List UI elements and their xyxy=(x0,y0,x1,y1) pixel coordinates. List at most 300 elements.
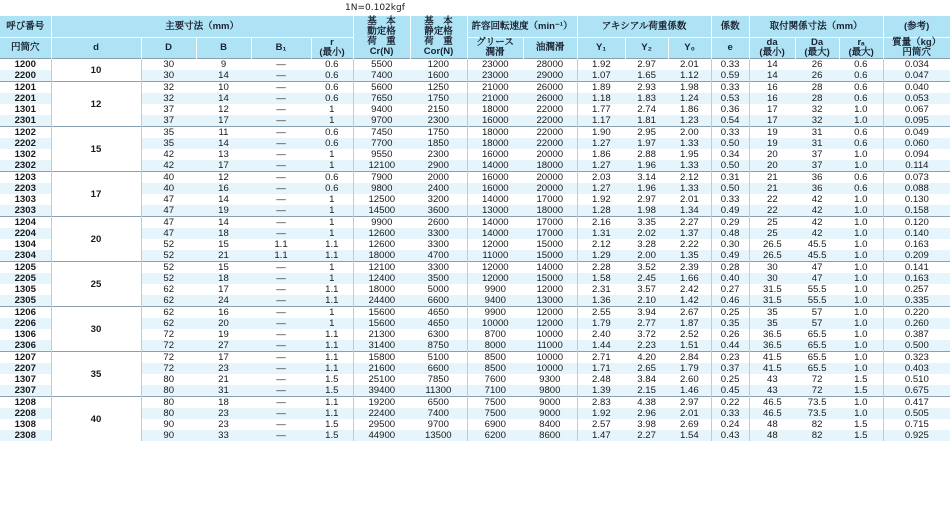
cell-y1: 2.55 xyxy=(577,307,625,319)
cell-oil-speed: 12000 xyxy=(536,284,564,295)
cell-r: 1.1 xyxy=(311,352,353,364)
cell-grease-speed: 9400 xyxy=(467,295,523,307)
cell-oil-speed: 22000 xyxy=(523,127,577,139)
cell-oil-speed: 12000 xyxy=(523,318,577,329)
table-row xyxy=(0,82,950,94)
cell-da: 43 xyxy=(749,385,795,397)
bearing-number: 1304 xyxy=(14,239,36,250)
cell-y1: 1.36 xyxy=(577,295,625,307)
cell-B: 17 xyxy=(196,115,251,127)
cell-mass: 0.114 xyxy=(883,160,950,172)
cell-grease-speed: 14000 xyxy=(467,228,523,239)
table-row xyxy=(0,374,950,385)
cell-cor: 6500 xyxy=(410,397,467,409)
cell-cor: 2300 xyxy=(410,115,467,127)
cell-ra: 1.0 xyxy=(839,228,883,239)
cell-da: 17 xyxy=(749,115,795,127)
cell-cr: 24400 xyxy=(353,295,410,307)
cell-e: 0.22 xyxy=(711,397,749,409)
cell-Da: 42 xyxy=(795,217,839,229)
cell-r: 0.6 xyxy=(311,172,353,184)
cell-mass: 0.049 xyxy=(883,127,950,139)
cell-B: 23 xyxy=(196,408,251,419)
cell-grease-speed: 11000 xyxy=(467,250,523,262)
cell-oil-speed: 12000 xyxy=(523,307,577,319)
bearing-number: 2308 xyxy=(0,430,51,441)
table-row xyxy=(0,408,950,419)
cell-r: 1 xyxy=(311,115,353,127)
da-header: da (最小) xyxy=(749,38,795,59)
cell-B1: — xyxy=(251,172,311,184)
table-row xyxy=(0,149,950,160)
cell-grease-speed: 23000 xyxy=(467,70,523,82)
bearing-number: 2207 xyxy=(0,363,51,374)
cell-y1: 2.83 xyxy=(577,397,625,409)
cell-D: 32 xyxy=(141,82,196,94)
static-rating-header: 基 本 静定格 荷 重 Cor(N) xyxy=(410,16,467,59)
bearing-number: 2200 xyxy=(0,70,51,82)
table-row xyxy=(0,104,950,115)
cell-cor: 1600 xyxy=(410,70,467,82)
cell-mass: 0.047 xyxy=(883,70,950,82)
table-row xyxy=(0,93,950,104)
cell-ra: 1.0 xyxy=(839,250,883,262)
cell-da: 35 xyxy=(749,318,795,329)
cell-da: 17 xyxy=(749,104,795,115)
cell-mass: 0.088 xyxy=(883,183,950,194)
cell-e: 0.33 xyxy=(711,127,749,139)
cell-y0: 2.00 xyxy=(668,127,711,139)
D-header: D xyxy=(141,38,196,59)
cell-ra: 1.5 xyxy=(854,419,868,430)
y2-header: Y₂ xyxy=(625,38,668,59)
cell-ra: 1.0 xyxy=(854,284,868,295)
cell-oil-speed: 15000 xyxy=(523,273,577,284)
cell-da: 26.5 xyxy=(749,250,795,262)
cell-B: 17 xyxy=(196,160,251,172)
cell-B1: 1.1 xyxy=(251,250,311,262)
cell-da: 19 xyxy=(749,127,795,139)
cell-cr: 39400 xyxy=(353,385,410,397)
cell-ra: 1.5 xyxy=(839,385,883,397)
cell-y2: 4.20 xyxy=(625,352,668,364)
cell-y0: 1.66 xyxy=(668,273,711,284)
cell-Da: 65.5 xyxy=(795,340,839,352)
cell-y2: 4.38 xyxy=(625,397,668,409)
bearing-number: 1208 xyxy=(0,397,51,409)
cell-B: 19 xyxy=(196,205,251,217)
cell-Da: 31 xyxy=(795,138,839,149)
cell-ra: 1.0 xyxy=(839,295,883,307)
e-header: e xyxy=(711,38,749,59)
cell-da: 21 xyxy=(749,183,795,194)
cell-cr: 18000 xyxy=(353,284,410,295)
cell-oil-speed: 14000 xyxy=(523,262,577,274)
cell-y0: 1.87 xyxy=(668,318,711,329)
cell-oil-speed: 9000 xyxy=(523,397,577,409)
cell-y1: 2.12 xyxy=(577,239,625,250)
bearing-no-header: 呼び番号 xyxy=(0,16,51,38)
cell-Da: 26 xyxy=(795,70,839,82)
cell-cr: 5600 xyxy=(353,82,410,94)
cell-cor: 4650 xyxy=(410,307,467,319)
cell-e: 0.37 xyxy=(711,363,749,374)
cell-da: 16 xyxy=(749,93,795,104)
cell-grease-speed: 16000 xyxy=(467,172,523,184)
cell-r: 0.6 xyxy=(311,82,353,94)
table-row xyxy=(0,419,950,430)
cell-y1: 1.79 xyxy=(577,318,625,329)
cell-y1: 2.57 xyxy=(577,419,625,430)
cell-y0: 2.60 xyxy=(679,374,699,385)
bore-diameter-d: 35 xyxy=(51,352,141,397)
cell-y0: 2.01 xyxy=(668,59,711,71)
cell-y1: 1.29 xyxy=(577,250,625,262)
cell-D: 62 xyxy=(141,318,196,329)
cell-D: 40 xyxy=(141,183,196,194)
cell-cr: 12500 xyxy=(353,194,410,205)
cell-B: 18 xyxy=(196,273,251,284)
cell-cr: 12100 xyxy=(353,160,410,172)
cell-cr: 7900 xyxy=(353,172,410,184)
cell-mass: 0.715 xyxy=(883,419,950,430)
cell-y0: 1.33 xyxy=(668,160,711,172)
cell-e: 0.48 xyxy=(711,228,749,239)
ra-header: rₐ (最大) xyxy=(839,38,883,59)
cell-Da: 26 xyxy=(795,59,839,71)
cell-cr: 12400 xyxy=(353,273,410,284)
cell-oil-speed: 26000 xyxy=(523,82,577,94)
cell-grease-speed: 14000 xyxy=(467,217,523,229)
table-row xyxy=(0,363,950,374)
cell-y0: 1.95 xyxy=(679,149,699,160)
cell-oil-speed: 9000 xyxy=(523,408,577,419)
cell-B1: — xyxy=(251,59,311,71)
cell-y1: 1.39 xyxy=(577,385,625,397)
cell-y2: 3.94 xyxy=(625,307,668,319)
cell-B1: — xyxy=(251,273,311,284)
cell-oil-speed: 20000 xyxy=(536,149,564,160)
cell-B1: — xyxy=(251,262,311,274)
cell-y0: 2.52 xyxy=(679,329,699,340)
cell-e: 0.49 xyxy=(711,205,749,217)
cell-mass: 0.209 xyxy=(883,250,950,262)
cell-mass: 0.500 xyxy=(883,340,950,352)
bearing-number: 2304 xyxy=(0,250,51,262)
cell-ra: 0.6 xyxy=(839,93,883,104)
cell-y0: 1.46 xyxy=(668,385,711,397)
bore-diameter-d: 20 xyxy=(51,217,141,262)
dynamic-rating-header: 基 本 動定格 荷 重 Cr(N) xyxy=(353,16,410,59)
cell-y0: 2.22 xyxy=(679,239,699,250)
bearing-number: 2204 xyxy=(0,228,51,239)
cell-Da: 82 xyxy=(811,419,823,430)
cell-r: 1 xyxy=(311,228,353,239)
cell-r: 1 xyxy=(311,318,353,329)
cell-grease-speed: 12000 xyxy=(467,273,523,284)
cell-oil-speed: 18000 xyxy=(523,160,577,172)
cell-grease-speed: 9900 xyxy=(467,307,523,319)
cell-e: 0.54 xyxy=(711,115,749,127)
cell-cor: 3600 xyxy=(410,205,467,217)
cell-B1: — xyxy=(251,228,311,239)
cell-oil-speed: 8600 xyxy=(523,430,577,441)
cell-da: 25 xyxy=(749,217,795,229)
cell-y0: 1.98 xyxy=(668,82,711,94)
cell-y1: 1.27 xyxy=(577,183,625,194)
cell-e: 0.49 xyxy=(711,250,749,262)
cell-B1: — xyxy=(251,408,311,419)
cell-e: 0.53 xyxy=(711,93,749,104)
cell-r: 1 xyxy=(329,149,335,160)
cell-y0: 1.12 xyxy=(668,70,711,82)
cell-y2: 2.00 xyxy=(625,250,668,262)
cell-cr: 29500 xyxy=(353,419,410,430)
cell-grease-speed: 16000 xyxy=(467,183,523,194)
cell-D: 37 xyxy=(141,115,196,127)
cell-e: 0.50 xyxy=(711,183,749,194)
cell-y2: 3.98 xyxy=(637,419,656,430)
cell-oil-speed: 17000 xyxy=(523,228,577,239)
cell-D: 52 xyxy=(141,262,196,274)
cell-r: 1.1 xyxy=(311,408,353,419)
cell-D: 37 xyxy=(163,104,175,115)
cell-D: 90 xyxy=(163,419,175,430)
cell-oil-speed: 20000 xyxy=(523,172,577,184)
grease-header: グリース 潤滑 xyxy=(467,38,523,59)
cell-ra: 1.0 xyxy=(839,217,883,229)
cell-B1: — xyxy=(251,295,311,307)
cell-D: 42 xyxy=(163,149,175,160)
cell-D: 40 xyxy=(141,172,196,184)
cell-e: 0.46 xyxy=(711,295,749,307)
cell-r: 1.1 xyxy=(325,329,339,340)
cell-Da: 42 xyxy=(795,228,839,239)
cell-D: 80 xyxy=(141,385,196,397)
cell-y2: 2.15 xyxy=(625,385,668,397)
cell-grease-speed: 7500 xyxy=(467,408,523,419)
cell-mass: 0.073 xyxy=(883,172,950,184)
cell-B1: — xyxy=(251,205,311,217)
cell-r: 1.1 xyxy=(311,250,353,262)
cell-cr: 14500 xyxy=(353,205,410,217)
cell-mass: 0.034 xyxy=(883,59,950,71)
cell-Da: 57 xyxy=(795,307,839,319)
cell-r: 1 xyxy=(311,217,353,229)
cell-e: 0.24 xyxy=(711,419,749,430)
cell-oil-speed: 20000 xyxy=(523,183,577,194)
bearing-number: 2302 xyxy=(0,160,51,172)
cell-y1: 2.40 xyxy=(577,329,625,340)
cell-cr: 15600 xyxy=(353,307,410,319)
bearing-number: 2208 xyxy=(0,408,51,419)
cell-ra: 1.0 xyxy=(854,149,868,160)
cell-D: 72 xyxy=(141,352,196,364)
cell-r: 0.6 xyxy=(311,59,353,71)
cell-da: 48 xyxy=(749,419,795,430)
cell-y0: 1.33 xyxy=(668,138,711,149)
cell-ra: 1.0 xyxy=(839,307,883,319)
cell-da: 36.5 xyxy=(749,340,795,352)
cell-mass: 0.335 xyxy=(883,295,950,307)
cell-grease-speed: 21000 xyxy=(467,82,523,94)
table-row xyxy=(0,250,950,262)
cell-cr: 15600 xyxy=(353,318,410,329)
table-row xyxy=(0,115,950,127)
cell-cor: 1250 xyxy=(410,82,467,94)
bearing-number: 1206 xyxy=(0,307,51,319)
spec-rows xyxy=(0,59,950,442)
cell-D: 35 xyxy=(141,138,196,149)
cell-B: 9 xyxy=(196,59,251,71)
cell-D: 52 xyxy=(141,250,196,262)
cell-ra: 1.0 xyxy=(839,340,883,352)
cell-B: 27 xyxy=(196,340,251,352)
cell-B1: — xyxy=(276,149,286,160)
cell-e: 0.25 xyxy=(711,307,749,319)
cell-Da: 28 xyxy=(795,82,839,94)
cell-oil-speed: 15000 xyxy=(536,239,564,250)
cell-da: 16 xyxy=(749,82,795,94)
bore-diameter-d: 17 xyxy=(51,172,141,217)
cell-Da: 47 xyxy=(795,262,839,274)
cell-grease-speed: 10000 xyxy=(467,318,523,329)
table-row xyxy=(0,172,950,184)
cell-B1: — xyxy=(251,385,311,397)
bearing-number: 2205 xyxy=(0,273,51,284)
bearing-number: 2306 xyxy=(0,340,51,352)
cell-grease-speed: 8000 xyxy=(467,340,523,352)
cell-ra: 1.5 xyxy=(854,374,868,385)
cell-D: 52 xyxy=(141,273,196,284)
cell-oil-speed: 22000 xyxy=(536,104,564,115)
cell-B1: — xyxy=(251,115,311,127)
cell-oil-speed: 10000 xyxy=(536,329,564,340)
cell-y0: 1.42 xyxy=(668,295,711,307)
cell-r: 1.1 xyxy=(311,363,353,374)
table-row xyxy=(0,205,950,217)
cell-grease-speed: 7100 xyxy=(467,385,523,397)
table-row xyxy=(0,307,950,319)
bearing-number: 1200 xyxy=(0,59,51,71)
y0-header: Y₀ xyxy=(668,38,711,59)
cell-oil-speed: 9800 xyxy=(523,385,577,397)
cell-r: 1.1 xyxy=(311,340,353,352)
bore-diameter-d: 30 xyxy=(51,307,141,352)
cell-y0: 1.79 xyxy=(668,363,711,374)
cell-y1: 2.16 xyxy=(577,217,625,229)
cell-cor: 2900 xyxy=(410,160,467,172)
cell-cor: 5100 xyxy=(410,352,467,364)
bearing-number: 2201 xyxy=(0,93,51,104)
cell-D: 80 xyxy=(163,374,175,385)
cell-e: 0.59 xyxy=(711,70,749,82)
bearing-number: 2202 xyxy=(0,138,51,149)
bore-diameter-d: 12 xyxy=(51,82,141,127)
table-row xyxy=(0,329,950,340)
cell-B: 19 xyxy=(218,329,229,340)
cell-ra: 1.0 xyxy=(839,262,883,274)
cell-e: 0.27 xyxy=(711,284,749,295)
cell-cr: 7700 xyxy=(353,138,410,149)
cell-y1: 1.27 xyxy=(577,138,625,149)
cell-mass: 0.120 xyxy=(883,217,950,229)
cell-cor: 7850 xyxy=(427,374,449,385)
cell-B1: — xyxy=(251,340,311,352)
cell-mass: 0.260 xyxy=(883,318,950,329)
cell-y0: 2.42 xyxy=(679,284,699,295)
cell-Da: 31 xyxy=(795,127,839,139)
cell-da: 19 xyxy=(749,138,795,149)
cell-y2: 2.95 xyxy=(625,127,668,139)
cell-grease-speed: 21000 xyxy=(467,93,523,104)
cell-B: 16 xyxy=(196,307,251,319)
cell-D: 47 xyxy=(163,194,175,205)
cell-ra: 1.0 xyxy=(839,363,883,374)
cell-mass: 0.510 xyxy=(883,374,950,385)
table-row xyxy=(0,385,950,397)
cell-B: 16 xyxy=(196,183,251,194)
cell-y1: 1.90 xyxy=(577,127,625,139)
cell-oil-speed: 18000 xyxy=(523,205,577,217)
cell-mass: 0.067 xyxy=(883,104,950,115)
cell-B: 15 xyxy=(196,262,251,274)
cell-y2: 3.84 xyxy=(637,374,656,385)
cell-B1: — xyxy=(276,194,286,205)
cell-B1: — xyxy=(251,127,311,139)
cell-y1: 1.89 xyxy=(577,82,625,94)
cell-cr: 12600 xyxy=(353,228,410,239)
cell-cr: 15800 xyxy=(353,352,410,364)
cell-D: 72 xyxy=(141,363,196,374)
cell-da: 35 xyxy=(749,307,795,319)
cell-e: 0.36 xyxy=(711,104,749,115)
cell-e: 0.40 xyxy=(711,273,749,284)
cell-y2: 1.81 xyxy=(625,115,668,127)
cell-cr: 21600 xyxy=(353,363,410,374)
cell-y2: 1.98 xyxy=(625,205,668,217)
cell-grease-speed: 6900 xyxy=(467,419,523,430)
cell-y2: 3.35 xyxy=(625,217,668,229)
unit-conversion-note: 1N=0.102kgf xyxy=(345,3,405,13)
cell-oil-speed: 13000 xyxy=(523,295,577,307)
cell-Da: 32 xyxy=(795,115,839,127)
y1-header: Y₁ xyxy=(577,38,625,59)
cell-B: 13 xyxy=(218,149,229,160)
cell-ra: 1.0 xyxy=(839,160,883,172)
Da-header: Da (最大) xyxy=(795,38,839,59)
cell-grease-speed: 7600 xyxy=(467,374,523,385)
cell-grease-speed: 23000 xyxy=(467,59,523,71)
bearing-number: 2307 xyxy=(0,385,51,397)
cell-y1: 2.31 xyxy=(577,284,625,295)
cell-y2: 2.23 xyxy=(625,340,668,352)
cell-y2: 3.72 xyxy=(637,329,656,340)
cell-cor: 1200 xyxy=(410,59,467,71)
cell-y1: 1.92 xyxy=(577,194,625,205)
cell-y2: 2.74 xyxy=(637,104,656,115)
cell-y2: 2.65 xyxy=(625,363,668,374)
cell-da: 30 xyxy=(749,262,795,274)
cell-ra: 0.6 xyxy=(839,183,883,194)
cell-B1: — xyxy=(251,93,311,104)
cell-grease-speed: 8500 xyxy=(467,352,523,364)
cell-Da: 47 xyxy=(795,273,839,284)
cell-y0: 1.33 xyxy=(668,183,711,194)
table-row xyxy=(0,59,950,71)
cell-y0: 1.86 xyxy=(679,104,699,115)
cell-D: 30 xyxy=(141,70,196,82)
